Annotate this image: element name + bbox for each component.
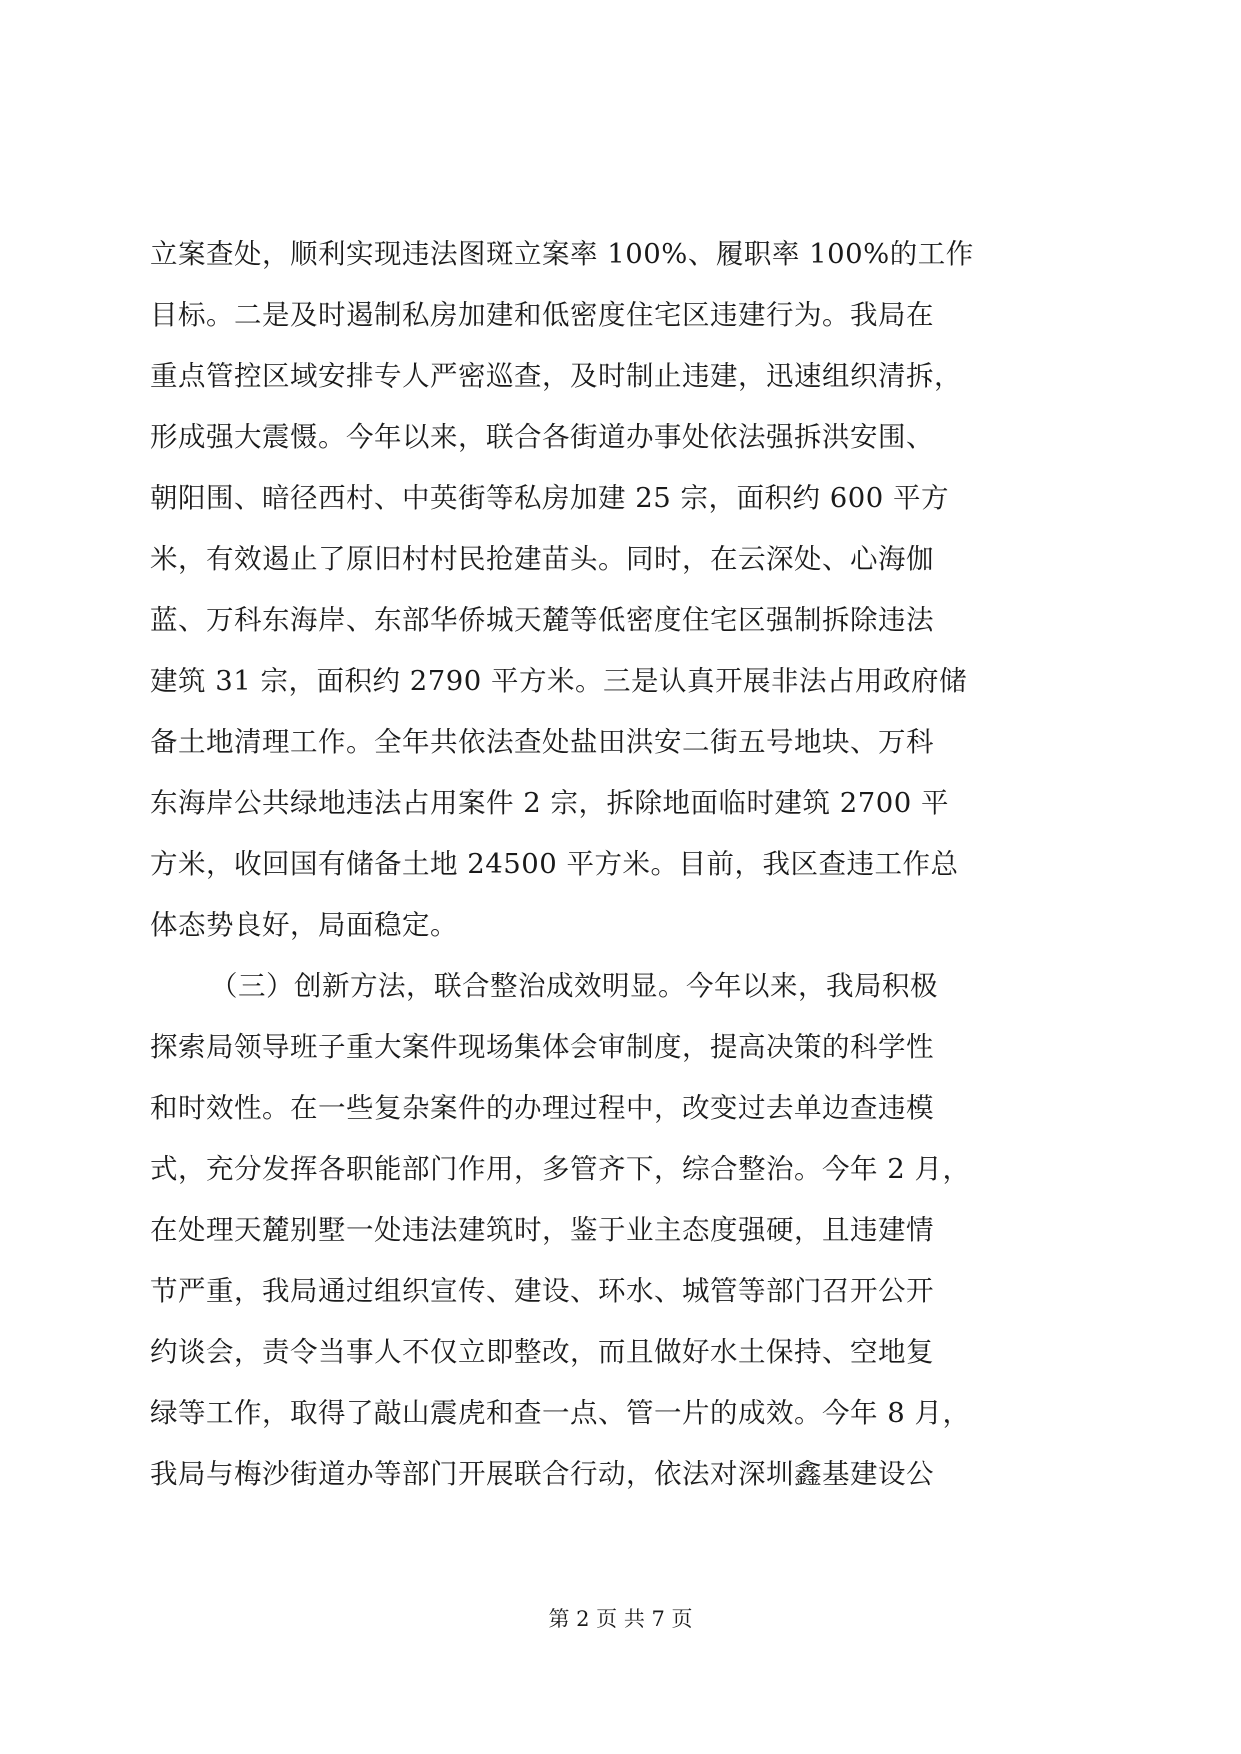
text-line: 形成强大震慑。今年以来，联合各街道办事处依法强拆洪安围、 <box>150 421 934 453</box>
text-line: 东海岸公共绿地违法占用案件 2 宗，拆除地面临时建筑 2700 平 <box>150 787 949 819</box>
text-line: 蓝、万科东海岸、东部华侨城天麓等低密度住宅区强制拆除违法 <box>150 604 934 636</box>
text-line: 立案查处，顺利实现违法图斑立案率 100%、履职率 100%的工作 <box>150 238 974 270</box>
text-line: 体态势良好，局面稳定。 <box>150 909 458 941</box>
text-line: 和时效性。在一些复杂案件的办理过程中，改变过去单边查违模 <box>150 1092 934 1124</box>
text-line: 目标。二是及时遏制私房加建和低密度住宅区违建行为。我局在 <box>150 299 934 331</box>
text-line: 重点管控区域安排专人严密巡查，及时制止违建，迅速组织清拆， <box>150 360 962 392</box>
text-line: 在处理天麓别墅一处违法建筑时，鉴于业主态度强硬，且违建情 <box>150 1214 934 1246</box>
text-line: 约谈会，责令当事人不仅立即整改，而且做好水土保持、空地复 <box>150 1336 934 1368</box>
text-line: 我局与梅沙街道办等部门开展联合行动，依法对深圳鑫基建设公 <box>150 1458 934 1490</box>
text-line: 探索局领导班子重大案件现场集体会审制度，提高决策的科学性 <box>150 1031 934 1063</box>
text-line: 方米，收回国有储备土地 24500 平方米。目前，我区查违工作总 <box>150 848 959 880</box>
text-line: 朝阳围、暗径西村、中英街等私房加建 25 宗，面积约 600 平方 <box>150 482 949 514</box>
text-line: 米，有效遏止了原旧村村民抢建苗头。同时，在云深处、心海伽 <box>150 543 934 575</box>
text-line: 建筑 31 宗，面积约 2790 平方米。三是认真开展非法占用政府储 <box>150 665 967 697</box>
text-line: 式，充分发挥各职能部门作用，多管齐下，综合整治。今年 2 月， <box>150 1153 971 1185</box>
text-line: 备土地清理工作。全年共依法查处盐田洪安二街五号地块、万科 <box>150 726 934 758</box>
text-line: 绿等工作，取得了敲山震虎和查一点、管一片的成效。今年 8 月， <box>150 1397 971 1429</box>
page-number-footer: 第 2 页 共 7 页 <box>548 1607 693 1631</box>
section-heading-line: （三）创新方法，联合整治成效明显。今年以来，我局积极 <box>210 970 938 1002</box>
text-line: 节严重，我局通过组织宣传、建设、环水、城管等部门召开公开 <box>150 1275 934 1307</box>
